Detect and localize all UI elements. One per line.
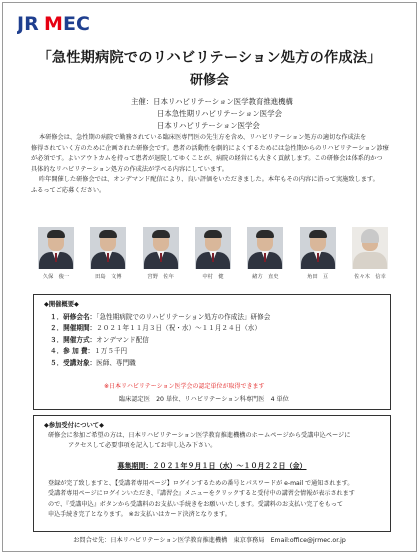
overview-item (50, 323, 270, 334)
intro-line: 本研修会は、急性期の病院で勤務されている臨床医専門医の先生方を含め、リハビリテーション処方の適切な作成法を (39, 134, 367, 141)
intro-line: 昨年開催した研修会では、オンデマンド配信により、良い評価をいただきました。本年もその内容に沿って実施致します。 (39, 176, 379, 184)
portrait-female-icon (352, 227, 388, 269)
page-title: 「急性期病院でのリハビリテーション処方の作成法」 (37, 50, 382, 66)
overview-key: １．研修会名： (50, 313, 97, 321)
registration-heading: ◆参加受付について◆ (44, 422, 104, 429)
overview-heading: ◆開催概要◆ (44, 301, 79, 308)
overview-key: ４．参 加 費： (50, 347, 95, 356)
overview-value: ２０２１年１１月３日（祝・水）～１１月２４日（水） (96, 324, 261, 333)
speaker-name: 久保 俊一 (42, 274, 70, 280)
logo-letters-e-c: EC (63, 13, 90, 34)
intro-line: が必須です。よいアウトカムを持って患者が退院してゆくことが、病院の経営にも大きく貢献します。この研修会は体系的かつ (31, 155, 383, 163)
flyer-page (2, 2, 417, 552)
speaker-6 (299, 227, 337, 280)
registration-instructions (48, 431, 378, 451)
overview-key: ５．受講対象： (50, 358, 97, 367)
overview-key: ３．開催方式： (50, 335, 97, 344)
intro-line: 修得されていく方のために企画された研修会です。患者の活動性を劇的によくするためには急性期からのリハビリテーション診療 (31, 144, 389, 152)
registration-line: アクセスして必要事項を記入してお申し込み下さい。 (68, 442, 217, 449)
organizer-line-3: 日本リハビリテーション医学会 (157, 121, 260, 130)
overview-key: ２．開催期間： (50, 324, 97, 333)
overview-item (50, 346, 270, 357)
credit-note: ※日本リハビリテーション医学会の認定単位が取得できます (104, 383, 265, 390)
page-subtitle: 研修会 (189, 73, 229, 88)
overview-item (50, 335, 270, 346)
registration-procedure (48, 479, 384, 521)
speaker-name: 佐々木 信幸 (354, 274, 386, 280)
speaker-4 (194, 227, 232, 280)
speaker-name: 角田 亘 (307, 274, 329, 280)
portrait-male-icon (300, 227, 336, 269)
speaker-name: 緒方 直史 (252, 274, 279, 280)
speaker-row (37, 227, 389, 280)
logo-letters-m: M (44, 13, 63, 34)
speaker-7 (351, 227, 389, 280)
speaker-3 (142, 227, 180, 280)
speaker-1 (37, 227, 75, 280)
speaker-2 (89, 227, 127, 280)
procedure-line: 申込手続き完了となります。 ※お支払いはカード決済となります。 (48, 511, 231, 519)
jrmec-logo (17, 11, 91, 35)
intro-text (31, 133, 393, 197)
overview-value: オンデマンド配信 (96, 335, 149, 344)
speaker-name: 田島 文博 (95, 274, 122, 280)
contact-info: お問合せ先：日本リハビリテーション医学教育推進機構 東京事務局 Email:office@jrmec.or.jp (73, 537, 346, 544)
procedure-line: 受講者専用ページにログインいただき、『講習会』メニューをクリックすると受付中の講習会情報が表示されます (48, 490, 355, 498)
overview-list (50, 312, 270, 369)
intro-line: ふるってご応募ください。 (31, 186, 106, 194)
overview-item (50, 358, 270, 369)
organizer-line-2: 日本急性期リハビリテーション医学会 (157, 109, 282, 118)
portrait-male-icon (90, 227, 126, 269)
overview-box (33, 294, 391, 410)
jrmec-logo-icon (17, 12, 91, 34)
registration-box (33, 415, 391, 532)
organizer-line-1: 主催：日本リハビリテーション医学教育推進機構 (131, 97, 293, 106)
procedure-line: ので、『受講申込』ボタンから受講料のお支払い手続きをお願いいたします。受講料のお支払い完了をもって (48, 500, 343, 508)
portrait-male-icon (38, 227, 74, 269)
intro-line: 具体的なリハビリテーション処方の作成法が学べる内容にしています。 (31, 165, 228, 173)
overview-value: 医師、専門職 (96, 358, 136, 367)
speaker-name: 中村 健 (202, 274, 224, 280)
overview-value: 「急性期病院でのリハビリテーション処方の作成法」研修会 (96, 313, 271, 321)
credit-units: 臨床認定医 20 単位、リハビリテーション科専門医 4 単位 (119, 396, 289, 403)
procedure-line: 登録が完了致しますと、【受講者専用ページ】ログインするための番号とパスワードが e-mail で通知されます。 (48, 480, 354, 487)
portrait-male-icon (247, 227, 283, 269)
overview-item (50, 312, 270, 323)
overview-value: １万５千円 (94, 347, 128, 356)
speaker-name: 宮野 佐年 (147, 274, 174, 280)
portrait-male-icon (195, 227, 231, 269)
portrait-male-icon (143, 227, 179, 269)
application-period: 募集期間：２０２１年９月１日（水）～１０月２２日（金） (117, 462, 307, 470)
organizers (131, 96, 293, 132)
registration-line: 研修会に参加ご希望の方は、日本リハビリテーション医学教育推進機構のホームページから受講申込ページに (48, 432, 351, 439)
speaker-5 (246, 227, 284, 280)
logo-letters-j-r: JR (17, 13, 39, 34)
